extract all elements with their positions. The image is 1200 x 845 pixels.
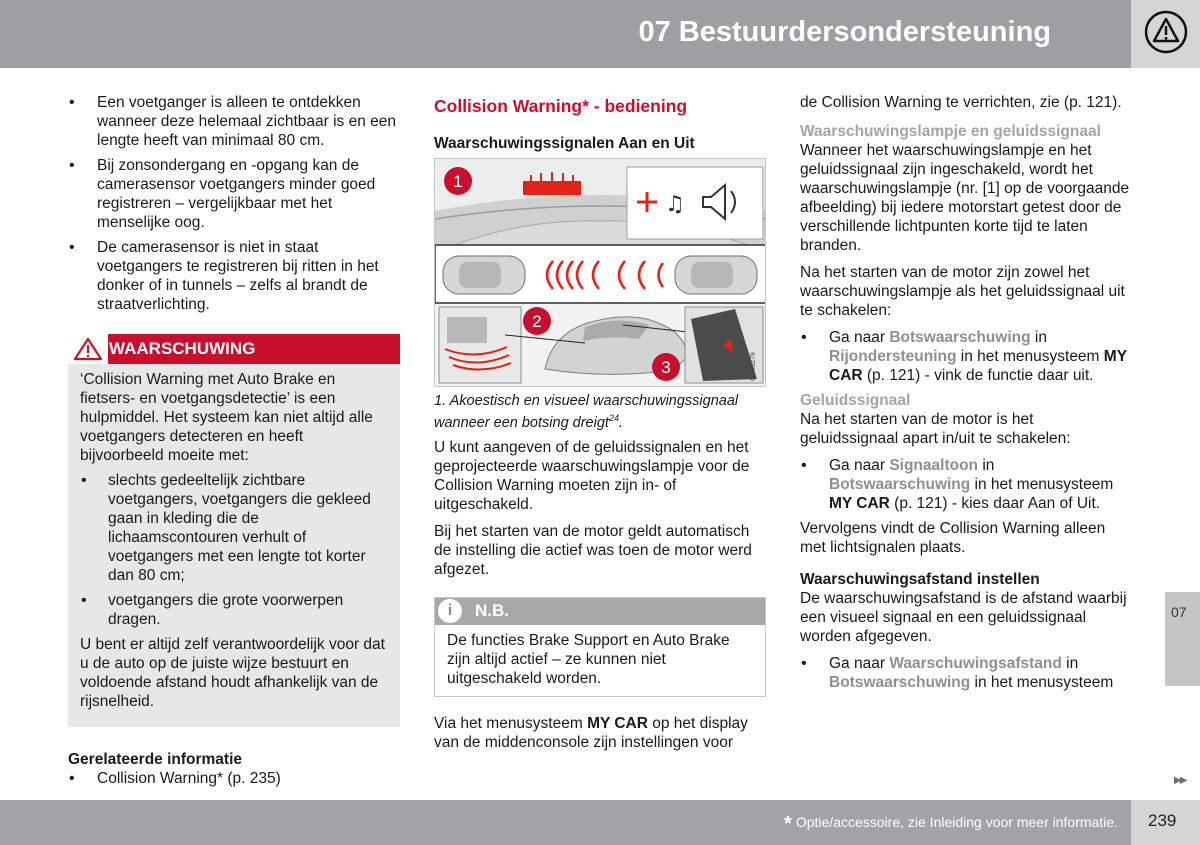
list-item: • Een voetganger is alleen te ontdekken wanneer deze helemaal zichtbaar is en een lengte heeft van minimaal 80 cm. xyxy=(68,93,400,150)
footer-bar xyxy=(0,800,1131,845)
figure-code: G046279 xyxy=(750,352,757,381)
related-link[interactable]: • Collision Warning* (p. 235) xyxy=(68,769,400,788)
caption-footnote-ref: 24 xyxy=(608,413,619,423)
section-title: Collision Warning* - bediening xyxy=(434,96,688,116)
paragraph: Na het starten van de motor zijn zowel het waarschuwingslampje als het geluidssignaal uit te schakelen: xyxy=(800,264,1125,319)
step-list xyxy=(800,654,1132,692)
text-run: in het menusysteem xyxy=(956,348,1104,365)
list-item: • slechts gedeeltelijk zichtbare voetgangers, voetgangers die gekleed gaan in kleding die de lichaamscontouren verhult of voetgangers met een lengte tot korter dan 80 cm; xyxy=(80,471,388,585)
text-run: in het menusysteem xyxy=(970,476,1114,493)
menu-item-botswaarschuwing: Botswaarschuwing xyxy=(829,476,971,493)
menu-item-signaaltoon: Signaaltoon xyxy=(889,457,979,474)
note-box xyxy=(434,597,766,697)
list-item: • De camerasensor is niet in staat voetgangers te registreren bij ritten in het donker of in tunnels – zelfs al brandt de straatverlichting. xyxy=(68,238,400,314)
list-item xyxy=(800,654,1132,692)
text-run: Ga naar xyxy=(829,329,890,346)
text-run: Via het menusysteem xyxy=(434,714,588,732)
note-header xyxy=(435,598,765,625)
menu-item-waarschuwingsafstand: Waarschuwingsafstand xyxy=(889,655,1062,672)
text-run: in xyxy=(978,457,995,474)
warning-list xyxy=(80,471,388,629)
column-left xyxy=(68,93,400,794)
column-right xyxy=(800,93,1132,698)
collision-warning-illustration xyxy=(435,159,766,387)
menu-item-botswaarschuwing: Botswaarschuwing xyxy=(889,329,1031,346)
related-info-title: Gerelateerde informatie xyxy=(68,751,243,768)
lamp-sound-title: Waarschuwingslampje en geluidssignaal xyxy=(800,123,1101,140)
caption-text: 1. Akoestisch en visueel waarschuwingssignaal wanneer een botsing dreigt xyxy=(434,393,739,431)
paragraph: U kunt aangeven of de geluidssignalen en het geprojecteerde waarschuwingslampje voor de Collision Warning moeten zijn in- of uitgeschakeld. xyxy=(434,438,750,513)
sound-title: Geluidssignaal xyxy=(800,392,911,409)
text-run: (p. 121) - vink de functie daar uit. xyxy=(862,367,1094,384)
warning-body xyxy=(68,364,400,727)
menu-name: MY CAR xyxy=(829,348,1127,384)
paragraph: Bij het starten van de motor geldt automatisch de instelling die actief was toen de motor werd afgezet. xyxy=(434,522,752,578)
paragraph: Vervolgens vindt de Collision Warning alleen met lichtsignalen plaats. xyxy=(800,520,1106,556)
warning-outro: U bent er altijd zelf verantwoordelijk voor dat u de auto op de juiste wijze bestuurt en voldoende afstand houdt afhankelijk van de rijsnelheid. xyxy=(80,636,385,710)
menu-item-botswaarschuwing: Botswaarschuwing xyxy=(829,674,971,691)
continue-arrows-icon: ▶▶ xyxy=(1174,775,1186,786)
menu-item-rijondersteuning: Rijondersteuning xyxy=(829,348,957,365)
subsection-title: Waarschuwingssignalen Aan en Uit xyxy=(434,135,695,152)
pedestrian-limitations-list xyxy=(68,93,400,314)
paragraph: Wanneer het waarschuwingslampje en het geluidssignaal zijn ingeschakeld, wordt het waarschuwingslampje (nr. [1] op de voorgaande afbeelding) bij iedere motorstart getest door de verschillende lichtpunten korte tijd te laten branden. xyxy=(800,142,1130,254)
info-icon: i xyxy=(438,599,462,623)
list-item: • voetgangers die grote voorwerpen dragen. xyxy=(80,591,388,629)
warning-box xyxy=(68,334,400,727)
menu-name: MY CAR xyxy=(587,714,648,732)
text-run: (p. 121) - kies daar Aan of Uit. xyxy=(889,495,1101,512)
warning-header xyxy=(68,334,400,364)
page-number: 239 xyxy=(1148,811,1177,830)
text-run: in xyxy=(1061,655,1079,672)
list-item xyxy=(800,456,1132,513)
step-list xyxy=(800,328,1132,385)
chapter-icon-box xyxy=(1131,0,1200,68)
caption-end: . xyxy=(618,414,623,431)
distance-title: Waarschuwingsafstand instellen xyxy=(800,571,1040,588)
paragraph xyxy=(434,714,766,752)
warning-signals-figure xyxy=(434,158,766,387)
chapter-title: 07 Bestuurdersondersteuning xyxy=(638,16,1051,48)
figure-caption xyxy=(434,393,766,432)
step-list xyxy=(800,456,1132,513)
svg-text:♫: ♫ xyxy=(665,192,685,217)
header-bar xyxy=(0,0,1131,68)
paragraph: De waarschuwingsafstand is de afstand waarbij een visueel signaal en een geluidssignaal worden afgegeven. xyxy=(800,590,1127,645)
note-body: De functies Brake Support en Auto Brake zijn altijd actief – ze kunnen niet uitgeschakeld worden. xyxy=(447,631,730,687)
text-run: Ga naar xyxy=(829,457,890,474)
list-item xyxy=(800,328,1132,385)
text-run: in het menusysteem xyxy=(970,674,1114,691)
warning-title: WAARSCHUWING xyxy=(109,339,256,358)
figure-marker-3: 3 xyxy=(661,358,671,377)
text-run: op het display van de middenconsole zijn instellingen voor xyxy=(434,714,748,751)
warning-icon-box xyxy=(68,334,108,364)
warning-triangle-icon xyxy=(73,337,103,361)
text-run: Ga naar xyxy=(829,655,890,672)
list-item: • Bij zonsondergang en -opgang kan de camerasensor voetgangers minder goed registreren – vergelijkbaar met het menselijke oog. xyxy=(68,156,400,232)
menu-name: MY CAR xyxy=(829,495,890,512)
paragraph: de Collision Warning te verrichten, zie (p. 121). xyxy=(800,94,1122,111)
text-run: in xyxy=(1030,329,1047,346)
chapter-side-tab[interactable]: 07 xyxy=(1165,592,1200,686)
note-title: N.B. xyxy=(475,600,509,620)
figure-marker-1: 1 xyxy=(453,172,463,191)
paragraph: Na het starten van de motor is het geluidssignaal apart in/uit te schakelen: xyxy=(800,411,1071,447)
figure-marker-2: 2 xyxy=(532,312,542,331)
footer-note-text: Optie/accessoire, zie Inleiding voor meer informatie. xyxy=(795,814,1118,830)
related-info-list xyxy=(68,769,400,788)
warning-intro: ‘Collision Warning met Auto Brake en fietsers- en voetgangsdetectie’ is een hulpmiddel. Het systeem kan niet altijd alle voetgangers detecteren en heeft bijvoorbeeld moeite met: xyxy=(80,371,373,464)
footnote-star: * xyxy=(784,813,792,835)
page-number-box xyxy=(1131,800,1200,845)
column-middle xyxy=(434,93,766,760)
warning-triangle-icon xyxy=(1143,10,1189,54)
footer-note xyxy=(784,812,1118,834)
